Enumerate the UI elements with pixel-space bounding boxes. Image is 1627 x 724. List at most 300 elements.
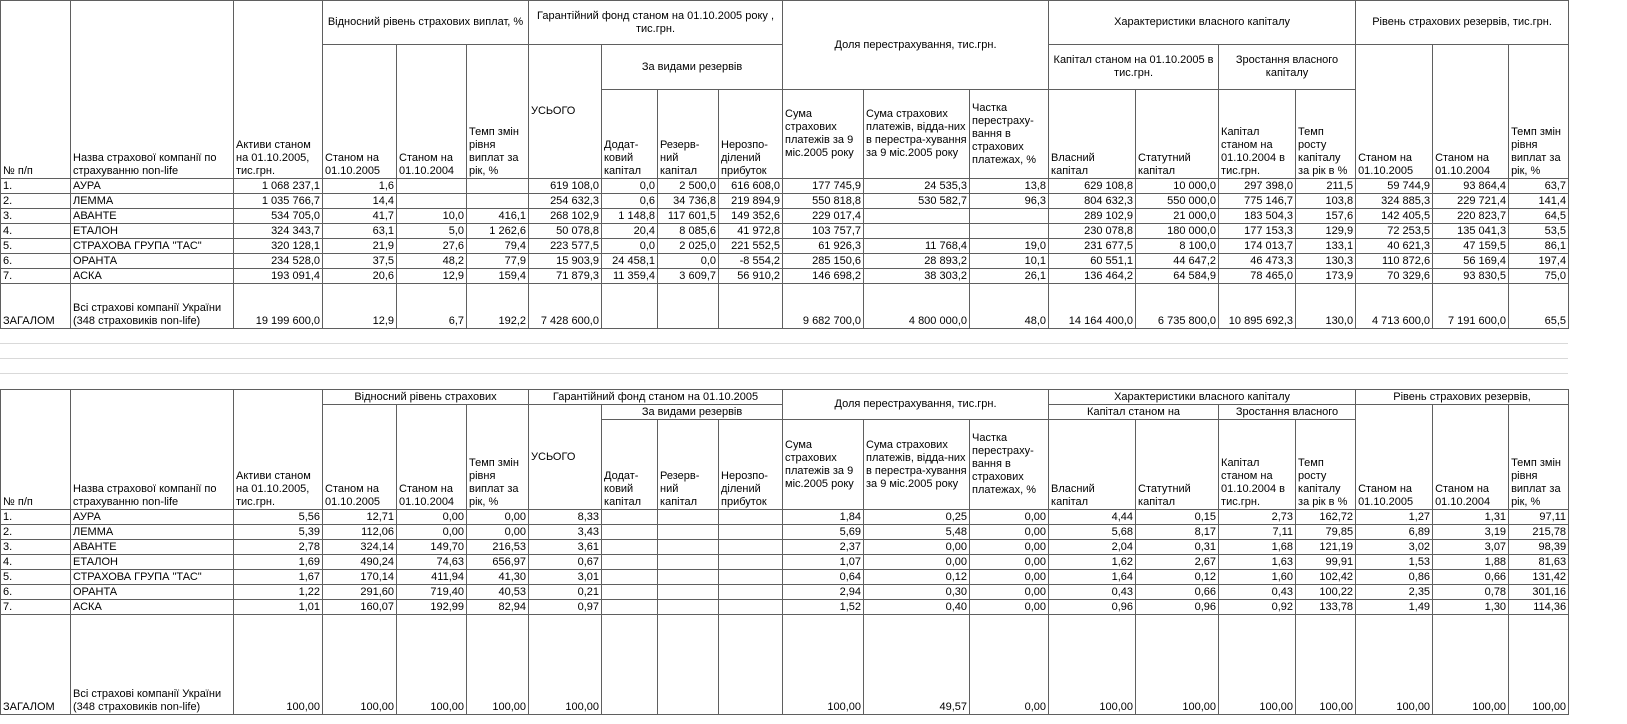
- table-cell: 64 584,9: [1136, 269, 1219, 284]
- table-cell: 131,42: [1509, 570, 1569, 585]
- table-cell: ЕТАЛОН: [71, 555, 234, 570]
- table-cell: 1,88: [1433, 555, 1509, 570]
- table-cell: 6.: [1, 585, 71, 600]
- table-cell: 1,63: [1219, 555, 1296, 570]
- table-cell: 4 713 600,0: [1356, 284, 1433, 329]
- table-cell: 61 926,3: [783, 239, 864, 254]
- table-cell: 0,30: [864, 585, 970, 600]
- table-cell: 1,67: [234, 570, 323, 585]
- table-cell: 1,31: [1433, 510, 1509, 525]
- table-cell: 285 150,6: [783, 254, 864, 269]
- table-cell: ОРАНТА: [71, 254, 234, 269]
- table-cell: 268 102,9: [529, 209, 602, 224]
- table-cell: 103 757,7: [783, 224, 864, 239]
- table-cell: 129,9: [1296, 224, 1356, 239]
- table-cell: [719, 510, 783, 525]
- table-cell: 34 736,8: [658, 194, 719, 209]
- header-reserves-change: Темп змін рівня виплат за рік, %: [1509, 45, 1569, 179]
- header-premiums-9m: Сума страхових платежів за 9 міс.2005 року: [783, 420, 864, 510]
- table-cell: 1,64: [1049, 570, 1136, 585]
- table-cell: 159,4: [467, 269, 529, 284]
- table-cell: 28 893,2: [864, 254, 970, 269]
- table-cell: 5,0: [397, 224, 467, 239]
- table-cell: 77,9: [467, 254, 529, 269]
- table-cell: 112,06: [323, 525, 397, 540]
- table-cell: 1.: [1, 510, 71, 525]
- table-cell: ЗАГАЛОМ: [1, 284, 71, 329]
- table-cell: 149,70: [397, 540, 467, 555]
- table-row: [1, 510, 1569, 525]
- header-statutory-capital: Статутний капітал: [1136, 420, 1219, 510]
- table-cell: 19,0: [970, 239, 1049, 254]
- table-cell: 1,84: [783, 510, 864, 525]
- table-cell: 100,00: [323, 615, 397, 715]
- table-cell: 183 504,3: [1219, 209, 1296, 224]
- table-cell: 8,17: [1136, 525, 1219, 540]
- table-cell: 99,91: [1296, 555, 1356, 570]
- table-row: [1, 239, 1569, 254]
- table-cell: 63,7: [1509, 179, 1569, 194]
- table-cell: 11 768,4: [864, 239, 970, 254]
- table-cell: 133,1: [1296, 239, 1356, 254]
- table-cell: 1,30: [1433, 600, 1509, 615]
- table-cell: 26,1: [970, 269, 1049, 284]
- table-cell: 21 000,0: [1136, 209, 1219, 224]
- table-cell: 71 879,3: [529, 269, 602, 284]
- table-row: [1, 600, 1569, 615]
- table-cell: 100,00: [783, 615, 864, 715]
- table-cell: [719, 540, 783, 555]
- table-cell: 1 148,8: [602, 209, 658, 224]
- table-cell: 7.: [1, 269, 71, 284]
- header-reserves-2005: Станом на 01.10.2005: [1356, 45, 1433, 179]
- table-cell: 804 632,3: [1049, 194, 1136, 209]
- table-cell: 656,97: [467, 555, 529, 570]
- table2-header: [1, 390, 1569, 510]
- table-cell: [658, 525, 719, 540]
- table-cell: [658, 284, 719, 329]
- table-cell: [602, 525, 658, 540]
- table-cell: [602, 585, 658, 600]
- table-cell: [719, 615, 783, 715]
- table-cell: [658, 540, 719, 555]
- table-cell: 100,00: [1049, 615, 1136, 715]
- table-cell: 5,56: [234, 510, 323, 525]
- table-cell: 5.: [1, 570, 71, 585]
- table-cell: 12,9: [397, 269, 467, 284]
- table-cell: 100,00: [1219, 615, 1296, 715]
- header-premiums-9m: Сума страхових платежів за 9 міс.2005 року: [783, 90, 864, 179]
- table-cell: 1,53: [1356, 555, 1433, 570]
- table-cell: 114,36: [1509, 600, 1569, 615]
- table-cell: 41,7: [323, 209, 397, 224]
- table-cell: Всі страхові компанії України (348 страховиків non-life): [71, 615, 234, 715]
- table-row: [1, 269, 1569, 284]
- group-guarantee-fund: Гарантійний фонд станом на 01.10.2005: [529, 390, 783, 405]
- table-cell: [719, 585, 783, 600]
- table-cell: 1,69: [234, 555, 323, 570]
- sub-capital-growth: Зростання власного капіталу: [1219, 45, 1356, 90]
- table-cell: 0,00: [397, 510, 467, 525]
- table-cell: 60 551,1: [1049, 254, 1136, 269]
- table-cell: ЗАГАЛОМ: [1, 615, 71, 715]
- table-cell: [467, 194, 529, 209]
- table-cell: 93 830,5: [1433, 269, 1509, 284]
- table-cell: 180 000,0: [1136, 224, 1219, 239]
- header-own-capital: Власний капітал: [1049, 420, 1136, 510]
- table-cell: 27,6: [397, 239, 467, 254]
- table-cell: 0,40: [864, 600, 970, 615]
- table-row: [1, 525, 1569, 540]
- table-cell: 5,69: [783, 525, 864, 540]
- table-cell: 3,19: [1433, 525, 1509, 540]
- table-cell: [658, 615, 719, 715]
- blank-row: [0, 359, 1568, 374]
- table-cell: 100,00: [529, 615, 602, 715]
- header-premiums-ceded: Сума страхових платежів, відда-них в перестра-хування за 9 міс.2005 року: [864, 420, 970, 510]
- table-cell: 141,4: [1509, 194, 1569, 209]
- header-payout-2004: Станом на 01.10.2004: [397, 45, 467, 179]
- table-cell: 1,52: [783, 600, 864, 615]
- header-assets: Активи станом на 01.10.2005, тис.грн.: [234, 1, 323, 179]
- table-cell: 3.: [1, 540, 71, 555]
- table-cell: [467, 179, 529, 194]
- table-cell: 0,00: [467, 525, 529, 540]
- table-cell: [719, 284, 783, 329]
- table-cell: 223 577,5: [529, 239, 602, 254]
- table-cell: 100,00: [1296, 615, 1356, 715]
- table1-body: [1, 179, 1569, 329]
- table-cell: 1 262,6: [467, 224, 529, 239]
- table-cell: 0,0: [602, 239, 658, 254]
- table-cell: 0,64: [783, 570, 864, 585]
- table-cell: 8 085,6: [658, 224, 719, 239]
- table-cell: [602, 284, 658, 329]
- header-reinsurance-pct: Частка перестраху-вання в страхових платежах, %: [970, 90, 1049, 179]
- table-row-total: [1, 615, 1569, 715]
- table-cell: 219 894,9: [719, 194, 783, 209]
- table-cell: 177 745,9: [783, 179, 864, 194]
- header-capital-2004: Капітал станом на 01.10.2004 в тис.грн.: [1219, 420, 1296, 510]
- table-cell: 211,5: [1296, 179, 1356, 194]
- table-cell: 1 035 766,7: [234, 194, 323, 209]
- blank-row: [0, 374, 1568, 389]
- table-cell: АВАНТЕ: [71, 209, 234, 224]
- table-cell: 1,27: [1356, 510, 1433, 525]
- table-cell: 289 102,9: [1049, 209, 1136, 224]
- table-cell: АСКА: [71, 600, 234, 615]
- table-cell: 7,11: [1219, 525, 1296, 540]
- table-cell: 7 191 600,0: [1433, 284, 1509, 329]
- sub-capital-2005: Капітал станом на 01.10.2005 в тис.грн.: [1049, 45, 1219, 90]
- table-cell: 11 359,4: [602, 269, 658, 284]
- header-own-capital: Власний капітал: [1049, 90, 1136, 179]
- header-statutory-capital: Статутний капітал: [1136, 90, 1219, 179]
- table-cell: 5,48: [864, 525, 970, 540]
- table-cell: 78 465,0: [1219, 269, 1296, 284]
- table-cell: 146 698,2: [783, 269, 864, 284]
- table-cell: 0,00: [970, 525, 1049, 540]
- table-cell: 1,01: [234, 600, 323, 615]
- table-cell: 100,22: [1296, 585, 1356, 600]
- table-cell: 79,85: [1296, 525, 1356, 540]
- header-row-number: № п/п: [1, 1, 71, 179]
- table-cell: 9 682 700,0: [783, 284, 864, 329]
- table-cell: 2,78: [234, 540, 323, 555]
- table-cell: 100,00: [397, 615, 467, 715]
- header-company-name: Назва страхової компанії по страхуванню non-life: [71, 390, 234, 510]
- table-cell: 193 091,4: [234, 269, 323, 284]
- table-cell: 2 025,0: [658, 239, 719, 254]
- header-additional-capital: Додат-ковий капітал: [602, 90, 658, 179]
- header-additional-capital: Додат-ковий капітал: [602, 420, 658, 510]
- table-cell: 0,21: [529, 585, 602, 600]
- table-cell: 0,00: [970, 540, 1049, 555]
- table-cell: 130,3: [1296, 254, 1356, 269]
- table-cell: [719, 600, 783, 615]
- table-cell: 97,11: [1509, 510, 1569, 525]
- table-cell: 0,12: [864, 570, 970, 585]
- group-guarantee-fund: Гарантійний фонд станом на 01.10.2005 року , тис.грн.: [529, 1, 783, 45]
- table-cell: 2,04: [1049, 540, 1136, 555]
- table-cell: 230 078,8: [1049, 224, 1136, 239]
- header-row-number: № п/п: [1, 390, 71, 510]
- table-cell: 324 885,3: [1356, 194, 1433, 209]
- table-cell: 48,2: [397, 254, 467, 269]
- table-cell: 320 128,1: [234, 239, 323, 254]
- group-reserves-level: Рівень страхових резервів,: [1356, 390, 1569, 405]
- table-cell: 192,99: [397, 600, 467, 615]
- table-cell: 170,14: [323, 570, 397, 585]
- header-reserve-capital: Резерв-ний капітал: [658, 90, 719, 179]
- sub-reserve-types: За видами резервів: [602, 405, 783, 420]
- table-cell: 0,00: [970, 510, 1049, 525]
- table-cell: 100,00: [1136, 615, 1219, 715]
- table-cell: [397, 179, 467, 194]
- table-cell: АУРА: [71, 510, 234, 525]
- table-cell: 4.: [1, 555, 71, 570]
- table-cell: СТРАХОВА ГРУПА "ТАС": [71, 239, 234, 254]
- header-capital-growth-rate: Темп росту капіталу за рік в %: [1296, 420, 1356, 510]
- table1-header: [1, 1, 1569, 179]
- table-cell: 0,66: [1433, 570, 1509, 585]
- header-fund-total: УСЬОГО: [529, 45, 602, 179]
- table-cell: 21,9: [323, 239, 397, 254]
- table-cell: 8,33: [529, 510, 602, 525]
- header-reserve-capital: Резерв-ний капітал: [658, 420, 719, 510]
- table-cell: 0,86: [1356, 570, 1433, 585]
- table-cell: [397, 194, 467, 209]
- table-cell: 616 608,0: [719, 179, 783, 194]
- table-cell: 0,25: [864, 510, 970, 525]
- table-cell: 103,8: [1296, 194, 1356, 209]
- table-cell: 82,94: [467, 600, 529, 615]
- table-cell: 775 146,7: [1219, 194, 1296, 209]
- table-cell: 0,66: [1136, 585, 1219, 600]
- table-cell: 44 647,2: [1136, 254, 1219, 269]
- table-cell: 0,97: [529, 600, 602, 615]
- table-cell: 100,00: [467, 615, 529, 715]
- table-cell: [602, 615, 658, 715]
- table-cell: 100,00: [1509, 615, 1569, 715]
- table-row: [1, 254, 1569, 269]
- sub-reserve-types: За видами резервів: [602, 45, 783, 90]
- table-cell: [602, 570, 658, 585]
- table-cell: 215,78: [1509, 525, 1569, 540]
- table-cell: 2,67: [1136, 555, 1219, 570]
- table-cell: 59 744,9: [1356, 179, 1433, 194]
- table-cell: 0,15: [1136, 510, 1219, 525]
- group-payout-level: Відносний рівень страхових: [323, 390, 529, 405]
- table-cell: [658, 510, 719, 525]
- table-cell: 149 352,6: [719, 209, 783, 224]
- group-payout-level: Відносний рівень страхових виплат, %: [323, 1, 529, 45]
- table-cell: 100,00: [1356, 615, 1433, 715]
- table-cell: [602, 510, 658, 525]
- table-cell: ЕТАЛОН: [71, 224, 234, 239]
- table-cell: 70 329,6: [1356, 269, 1433, 284]
- sub-capital-2005: Капітал станом на: [1049, 405, 1219, 420]
- header-company-name: Назва страхової компанії по страхуванню non-life: [71, 1, 234, 179]
- table-cell: ЛЕММА: [71, 194, 234, 209]
- table-cell: 220 823,7: [1433, 209, 1509, 224]
- table-cell: 98,39: [1509, 540, 1569, 555]
- table-cell: 75,0: [1509, 269, 1569, 284]
- table-cell: 1,60: [1219, 570, 1296, 585]
- table-cell: Всі страхові компанії України (348 страховиків non-life): [71, 284, 234, 329]
- table-cell: 72 253,5: [1356, 224, 1433, 239]
- header-reserves-change: Темп змін рівня виплат за рік, %: [1509, 405, 1569, 510]
- table-cell: 0,43: [1219, 585, 1296, 600]
- table-cell: 3,07: [1433, 540, 1509, 555]
- header-capital-growth-rate: Темп росту капіталу за рік в %: [1296, 90, 1356, 179]
- table-cell: 7.: [1, 600, 71, 615]
- table-cell: 1,07: [783, 555, 864, 570]
- table-cell: 20,4: [602, 224, 658, 239]
- table-cell: 254 632,3: [529, 194, 602, 209]
- table-row: [1, 540, 1569, 555]
- table-cell: 93 864,4: [1433, 179, 1509, 194]
- table-cell: 5,68: [1049, 525, 1136, 540]
- blank-row: [0, 344, 1568, 359]
- table-cell: 2,94: [783, 585, 864, 600]
- table-cell: 0,6: [602, 194, 658, 209]
- table2-body: [1, 510, 1569, 715]
- table-cell: 0,00: [970, 585, 1049, 600]
- table-cell: АВАНТЕ: [71, 540, 234, 555]
- table-cell: 63,1: [323, 224, 397, 239]
- table-cell: [658, 570, 719, 585]
- table-cell: 74,63: [397, 555, 467, 570]
- table-cell: 13,8: [970, 179, 1049, 194]
- table-cell: 2 500,0: [658, 179, 719, 194]
- table-cell: 40,53: [467, 585, 529, 600]
- table-cell: 4 800 000,0: [864, 284, 970, 329]
- group-reinsurance: Доля перестрахування, тис.грн.: [783, 390, 1049, 420]
- table-cell: 324 343,7: [234, 224, 323, 239]
- table-cell: [658, 600, 719, 615]
- table-cell: 2.: [1, 194, 71, 209]
- table-row: [1, 194, 1569, 209]
- table-cell: [970, 224, 1049, 239]
- header-reserves-2004: Станом на 01.10.2004: [1433, 45, 1509, 179]
- table-cell: 231 677,5: [1049, 239, 1136, 254]
- table-cell: 0,31: [1136, 540, 1219, 555]
- table-cell: 4.: [1, 224, 71, 239]
- table-cell: 5.: [1, 239, 71, 254]
- table-cell: 0,00: [970, 600, 1049, 615]
- table-cell: 324,14: [323, 540, 397, 555]
- table-cell: 177 153,3: [1219, 224, 1296, 239]
- table-cell: 719,40: [397, 585, 467, 600]
- table-cell: 24 535,3: [864, 179, 970, 194]
- table-cell: 41 972,8: [719, 224, 783, 239]
- table-cell: 0,00: [864, 555, 970, 570]
- table-cell: 173,9: [1296, 269, 1356, 284]
- table-cell: 197,4: [1509, 254, 1569, 269]
- table-cell: 2,35: [1356, 585, 1433, 600]
- table-cell: 133,78: [1296, 600, 1356, 615]
- table-row: [1, 585, 1569, 600]
- table-cell: [970, 209, 1049, 224]
- table-cell: 2,73: [1219, 510, 1296, 525]
- table-cell: 157,6: [1296, 209, 1356, 224]
- header-reserves-2004: Станом на 01.10.2004: [1433, 405, 1509, 510]
- group-reinsurance: Доля перестрахування, тис.грн.: [783, 1, 1049, 90]
- table-cell: -8 554,2: [719, 254, 783, 269]
- table-cell: 100,00: [1433, 615, 1509, 715]
- table-cell: 619 108,0: [529, 179, 602, 194]
- table-cell: 136 464,2: [1049, 269, 1136, 284]
- table-cell: 7 428 600,0: [529, 284, 602, 329]
- table-cell: 110 872,6: [1356, 254, 1433, 269]
- table-cell: 3 609,7: [658, 269, 719, 284]
- table-cell: 229 017,4: [783, 209, 864, 224]
- header-payout-2004: Станом на 01.10.2004: [397, 405, 467, 510]
- table-cell: 0,96: [1049, 600, 1136, 615]
- table-cell: [602, 555, 658, 570]
- table-cell: [864, 224, 970, 239]
- blank-row: [0, 329, 1568, 344]
- table-cell: 291,60: [323, 585, 397, 600]
- table-cell: 162,72: [1296, 510, 1356, 525]
- header-assets: Активи станом на 01.10.2005, тис.грн.: [234, 390, 323, 510]
- table-cell: [658, 585, 719, 600]
- table-cell: 47 159,5: [1433, 239, 1509, 254]
- table-cell: 4,44: [1049, 510, 1136, 525]
- table-cell: 24 458,1: [602, 254, 658, 269]
- table-cell: 117 601,5: [658, 209, 719, 224]
- table-cell: 15 903,9: [529, 254, 602, 269]
- table-cell: 1.: [1, 179, 71, 194]
- header-capital-2004: Капітал станом на 01.10.2004 в тис.грн.: [1219, 90, 1296, 179]
- table-cell: 2,37: [783, 540, 864, 555]
- table-row: [1, 209, 1569, 224]
- table-cell: 0,00: [970, 615, 1049, 715]
- table-cell: 301,16: [1509, 585, 1569, 600]
- table-cell: 0,00: [864, 540, 970, 555]
- table-cell: 86,1: [1509, 239, 1569, 254]
- header-retained-profit: Нерозпо-ділений прибуток: [719, 420, 783, 510]
- table-cell: 53,5: [1509, 224, 1569, 239]
- table-cell: 1,68: [1219, 540, 1296, 555]
- table-cell: 135 041,3: [1433, 224, 1509, 239]
- table-cell: 37,5: [323, 254, 397, 269]
- table-cell: 297 398,0: [1219, 179, 1296, 194]
- table-cell: 64,5: [1509, 209, 1569, 224]
- table-cell: 46 473,3: [1219, 254, 1296, 269]
- table-cell: 229 721,4: [1433, 194, 1509, 209]
